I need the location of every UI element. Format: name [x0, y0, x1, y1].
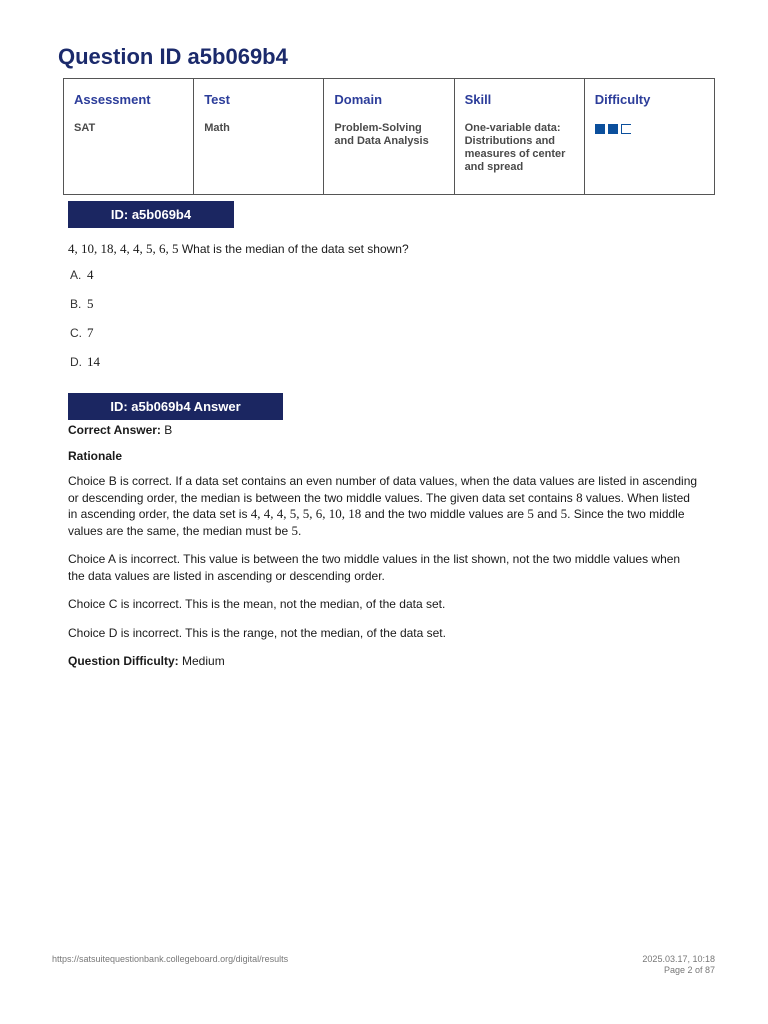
- rationale-math: 4, 4, 4, 5, 5, 6, 10, 18: [250, 506, 362, 521]
- difficulty-header: Difficulty: [594, 92, 651, 107]
- difficulty-box-filled: [595, 124, 605, 134]
- question-difficulty-value: Medium: [182, 654, 225, 668]
- answer-id-bar: ID: a5b069b4 Answer: [68, 393, 283, 420]
- data-set: 4, 10, 18, 4, 4, 5, 6, 5: [68, 241, 179, 256]
- correct-answer-label: Correct Answer:: [68, 423, 161, 437]
- answer-section: [68, 422, 698, 670]
- rationale-choice-a: Choice A is incorrect. This value is between the two middle values in the list shown, not the two middle values when the data values are listed in ascending or descending order.: [68, 552, 681, 583]
- difficulty-bars-icon: [595, 124, 704, 134]
- question-difficulty: [68, 653, 698, 670]
- domain-cell: [324, 79, 454, 195]
- choice-a[interactable]: [70, 267, 94, 283]
- rationale-choice-d: Choice D is incorrect. This is the range, not the median, of the data set.: [68, 625, 446, 640]
- skill-value-line: Distributions and: [464, 135, 556, 147]
- choice-letter: A.: [70, 268, 82, 282]
- footer-datetime: 2025.03.17, 10:18: [642, 954, 715, 964]
- choice-d[interactable]: [70, 354, 100, 370]
- rationale-text: and: [533, 507, 561, 521]
- rationale-choice-c: Choice C is incorrect. This is the mean, not the median, of the data set.: [68, 597, 446, 611]
- rationale-heading: Rationale: [68, 448, 123, 463]
- assessment-cell: [64, 79, 194, 195]
- footer-url: https://satsuitequestionbank.collegeboard.org/digital/results: [52, 954, 289, 964]
- choice-value: 14: [87, 354, 100, 369]
- choice-b[interactable]: [70, 296, 94, 312]
- question-id-bar: ID: a5b069b4: [68, 201, 234, 228]
- choice-letter: D.: [70, 355, 82, 369]
- choice-letter: B.: [70, 297, 82, 311]
- rationale-math: 5: [527, 506, 534, 521]
- question-metadata-table: [63, 78, 715, 195]
- footer-meta: [642, 954, 715, 976]
- correct-answer-value: B: [164, 423, 173, 437]
- question-prompt: What is the median of the data set shown?: [181, 242, 409, 256]
- footer-page-number: Page 2 of 87: [663, 965, 715, 975]
- choice-letter: C.: [70, 326, 82, 340]
- skill-value-line: measures of center: [464, 148, 566, 160]
- rationale-math: 8: [576, 489, 583, 505]
- rationale-text: . Since the two middle values are the same, the median must be: [68, 507, 685, 538]
- question-difficulty-label: Question Difficulty:: [68, 654, 179, 668]
- test-value: Math: [204, 122, 230, 134]
- skill-header: Skill: [464, 92, 492, 107]
- difficulty-box-empty: [621, 124, 631, 134]
- question-stem: [68, 241, 409, 257]
- domain-header: Domain: [334, 92, 383, 107]
- rationale-text: values. When listed in ascending order, the data set is: [68, 490, 690, 521]
- rationale-text: Choice B is correct. If a data set contains an even number of data values, when the data values are listed in ascending or descending order, the median is between the two middle values. The given data set contains: [68, 474, 698, 505]
- page-title: Question ID a5b069b4: [58, 44, 288, 69]
- domain-value-line: and Data Analysis: [334, 135, 429, 147]
- rationale-text: .: [297, 523, 302, 538]
- domain-value-line: Problem-Solving: [334, 122, 422, 134]
- test-cell: [194, 79, 324, 195]
- correct-answer: [68, 422, 698, 439]
- difficulty-cell: [584, 79, 714, 195]
- difficulty-box-filled: [608, 124, 618, 134]
- assessment-header: Assessment: [74, 92, 151, 107]
- skill-value-line: One-variable data:: [464, 122, 561, 134]
- rationale-math: 5: [560, 506, 568, 521]
- test-header: Test: [204, 92, 230, 107]
- choice-value: 5: [87, 296, 94, 311]
- rationale-choice-b: [68, 473, 698, 539]
- choice-value: 7: [87, 325, 94, 340]
- rationale-math: 5: [291, 522, 298, 538]
- skill-cell: [454, 79, 584, 195]
- skill-value-line: and spread: [464, 161, 524, 173]
- choice-c[interactable]: [70, 325, 94, 341]
- assessment-value: SAT: [74, 122, 96, 134]
- rationale-text: and the two middle values are: [361, 507, 528, 521]
- choice-value: 4: [87, 267, 94, 282]
